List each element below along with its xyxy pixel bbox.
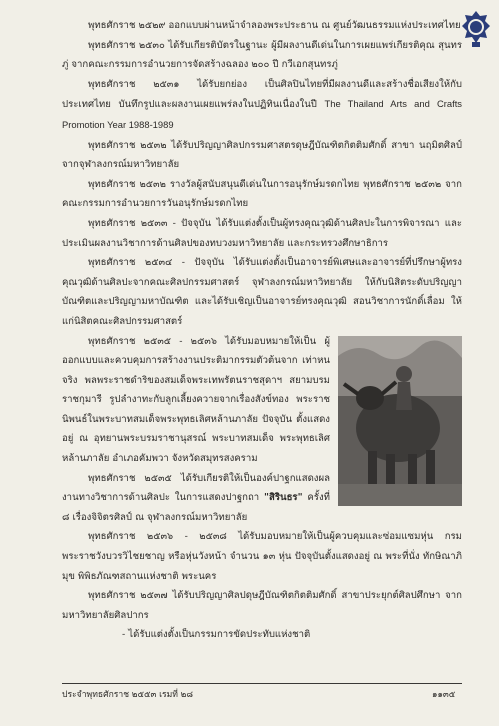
entry-12: - ได้รับแต่งตั้งเป็นกรรมการขัดประทับแห่งชาติ bbox=[122, 629, 311, 641]
entry-7: พุทธศักราช ๒๕๓๔ - ปัจจุบัน ได้รับแต่งตั้งเป็นอาจารย์พิเศษและอาจารย์ที่ปรึกษาผู้ทรง คุณวุฒิด้านศิลปะจากคณะศิลปกรรมศาสตร์ จุฬาลงกรณ์มหาวิทยาลัย ให้กับนิสิตระดับปริญญา บัณฑิตและปริญญามหาบัณฑิต และได้รับเชิญเป็นอาจารย์ทรงคุณวุฒิ สอนวิชาการนักดิ์เลื่อม ให้แก่นิสิตคณะศิลปกรรมศาสตร์ bbox=[62, 257, 462, 327]
entry-4: พุทธศักราช ๒๕๓๒ ได้รับปริญญาศิลปกรรมศาสตรดุษฎีบัณฑิตกิตติมศักดิ์ สาขา นฤมิตศิลป์ จากจุฬาลงกรณ์มหาวิทยาลัย bbox=[62, 139, 462, 171]
entry-3-latin: The Thailand Arts and Crafts Promotion Year 1988-1989 bbox=[62, 98, 462, 130]
entry-11: พุทธศักราช ๒๕๓๗ ได้รับปริญญาศิลปดุษฎีบัณฑิตกิตติมศักดิ์ สาขาประยุกต์ศิลปศึกษา จาก มหาวิทยาลัยศิลปากร bbox=[62, 590, 462, 621]
entry-9-bold: "สิรินธร" bbox=[264, 492, 303, 504]
page-number: ๑๑๓๕ bbox=[432, 690, 456, 700]
entry-3 bbox=[62, 75, 462, 136]
entry-3-text: พุทธศักราช ๒๕๓๑ ได้รับยกย่อง เป็นศิลปินไทยที่มีผลงานดีและสร้างชื่อเสียงให้กับ ประเทศไทย บันทึกรูปและผลงานเผยแพร่ลงในปฏิทินเนื่องในปี bbox=[62, 78, 462, 111]
entry-1: พุทธศักราช ๒๕๒๙ ออกแบบผ่านหน้าจำลองพระประธาน ณ ศูนย์วัฒนธรรมแห่งประเทศไทย bbox=[88, 20, 461, 31]
entry-5: พุทธศักราช ๒๕๓๒ รางวัลผู้สนับสนุนดีเด่นในการอนุรักษ์มรดกไทย พุทธศักราช ๒๕๓๒ จากคณะกรรมการอำนวยการวันอนุรักษ์มรดกไทย bbox=[62, 178, 462, 210]
entry-9-text: พุทธศักราช ๒๕๓๕ ได้รับเกียรติให้เป็นองค์ปาฐกแสดงผลงานทางวิชาการด้านศิลปะ ในการแสดงปาฐกถา bbox=[62, 472, 330, 504]
entry-8: พุทธศักราช ๒๕๓๕ - ๒๕๓๖ ได้รับมอบหมายให้เป็น ผู้ออกแบบและควบคุมการสร้างงานประติมากรรมตัวต้นจาก เท่าหนจริง พลพระราชดำริของสมเด็จพระเทพรัตนราชสุดาฯ สยามบรมราชกุมารี รูปลำงาทะกับลูกเลี้ยงควายจากเรื่องสังข์ทอง พระราชนิพนธ์ในพระบาทสมเด็จพระพุทธเลิศหล้านภาลัย ปัจจุบัน ตั้งแสดงอยู่ ณ อุทยานพระบรมราชานุสรณ์ พระบาทสมเด็จ พระพุทธเลิศหล้านภาลัย อำเภอคัมพวา จังหวัดสมุทรสงคราม bbox=[62, 335, 330, 465]
university-emblem-icon bbox=[461, 10, 491, 48]
entry-2: พุทธศักราช ๒๕๓๐ ได้รับเกียรติบัตรในฐานะ ผู้มีผลงานดีเด่นในการเผยแพร่เกียรติคุณ สุนทรภู่ จากคณะกรรมการอำนวยการจัดสร้างฉลอง ๒๐๐ ปี กวีเอกสุนทรภู่ bbox=[62, 39, 462, 71]
footer-divider bbox=[62, 683, 462, 684]
entry-10: พุทธศักราช ๒๕๓๖ - ๒๕๓๘ ได้รับมอบหมายให้เป็นผู้ควบคุมและซ่อมแซมหุ่น กรมพระราชวังบวรวิไชยชาญ หรือหุ่นวังหน้า จำนวน ๑๓ หุ่น ปัจจุบันตั้งแสดงอยู่ ณ พระที่นั่ง ทักษิณาภิมุข พิพิธภัณฑสถานแห่งชาติ พระนคร bbox=[62, 531, 462, 582]
document-body bbox=[62, 16, 462, 645]
sculpture-photo bbox=[338, 336, 462, 506]
entry-9-tail: ครั้งที่ ๘ เรื่องจิจิตรศิลป์ ณ จุฬาลงกรณ์มหาวิทยาลัย bbox=[62, 492, 330, 523]
footer-publication: ประจำพุทธศักราช ๒๕๕๓ เรมที่ ๒๘ bbox=[62, 690, 193, 700]
entry-6: พุทธศักราช ๒๕๓๓ - ปัจจุบัน ได้รับแต่งตั้งเป็นผู้ทรงคุณวุฒิด้านศิลปะในการพิจารณา และประเมินผลงานวิชาการด้านศิลปของทบวงมหาวิทยาลัย และกระทรวงศึกษาธิการ bbox=[62, 217, 462, 249]
